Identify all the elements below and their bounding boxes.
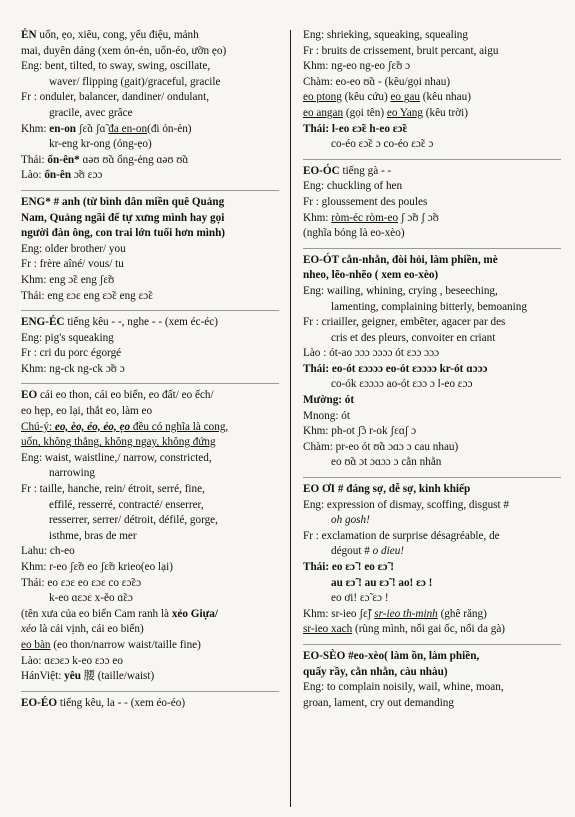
- entry-text: (nghĩa bóng là eo-xèo): [303, 227, 405, 240]
- entry-text: eo angan: [303, 106, 344, 119]
- entry-line: [21, 498, 279, 514]
- entry-text: tiếng gà - -: [339, 164, 392, 177]
- entry-line: [303, 226, 561, 242]
- entry-text: ɑəʊ ʊ̃ɑ ổng-ẻng ɑəʊ ʊ̃ɑ: [79, 153, 189, 166]
- entry-text: Lào : ót-ao ɔɔɔ ɔɔɔɔ ót ɛɔɔ ɔɔɔ: [303, 347, 440, 360]
- entry-text: EO ƠI: [303, 483, 336, 496]
- entry-text: dégout #: [331, 545, 373, 558]
- entry-text: Fr : criailler, geigner, embêter, agacer par des: [303, 316, 506, 329]
- dictionary-entry-eng-ec: [21, 310, 279, 377]
- entry-text: (kêu cứu): [341, 91, 391, 104]
- entry-line: [303, 576, 561, 592]
- entry-line: [21, 90, 279, 106]
- entry-text: EO-ÓT: [303, 253, 339, 266]
- entry-text: xẻo: [21, 623, 37, 636]
- entry-text: Mường: ót: [303, 394, 355, 407]
- entry-text: Thái:: [21, 153, 48, 166]
- entry-line: [303, 455, 561, 471]
- entry-text: eo gau: [390, 91, 420, 104]
- entry-text: Fr : onduler, balancer, dandiner/ ondulant,: [21, 91, 209, 104]
- entry-text: 腰 (taille/waist): [80, 670, 155, 683]
- entry-line: [21, 273, 279, 289]
- entry-text: ENG-ÉC: [21, 316, 65, 329]
- entry-line: [21, 106, 279, 122]
- entry-line: [303, 440, 561, 456]
- entry-line: [303, 362, 561, 378]
- entry-text: groan, lament, cry out demanding: [303, 696, 454, 709]
- entry-text: yêu: [64, 670, 81, 683]
- entry-text: # đáng sợ, dễ sợ, kinh khiếp: [335, 483, 471, 496]
- entry-line: [303, 90, 561, 106]
- entry-line: [303, 622, 561, 638]
- entry-text: au ɛɔ̃ ! au ɛɔ̃ ! ao! ɛɔ !: [331, 576, 433, 589]
- entry-text: kr-eng kr-ong (ỏng-ẹo): [49, 138, 152, 151]
- entry-text: (kêu nhau): [419, 91, 471, 104]
- entry-line: [21, 362, 279, 378]
- entry-text: k-eo ɑɛɔɛ x-ěo ɑ̃ɛɔ: [49, 592, 133, 605]
- entry-line: [21, 346, 279, 362]
- entry-text: (tên xưa của eo biển Cam ranh là: [21, 607, 172, 620]
- entry-line: [21, 669, 279, 685]
- dictionary-entry-eo-ot: [303, 248, 561, 471]
- entry-text: Thái: eo-ót ɛɔɔɔɔ eo-ót ɛɔɔɔɔ kr-ót ɑɔɔɔ: [303, 362, 488, 375]
- dictionary-entry-eo-oi: [303, 477, 561, 638]
- entry-text: eo, èo, éo, ẻo, ẹo: [54, 420, 131, 433]
- entry-line: [21, 622, 279, 638]
- entry-text: đa en-on: [108, 122, 148, 135]
- entry-line: [303, 106, 561, 122]
- right-column: [303, 28, 561, 809]
- entry-line: [303, 137, 561, 153]
- dictionary-entry-eng: [21, 190, 279, 304]
- entry-line: [303, 28, 561, 44]
- entry-line: [21, 696, 279, 712]
- entry-text: (rùng mình, nổi gai ốc, nổi da gà): [352, 623, 506, 636]
- entry-line: [21, 315, 279, 331]
- entry-line: [303, 253, 561, 269]
- entry-line: [303, 211, 561, 227]
- entry-text: ròm-éc ròm-eo: [331, 211, 399, 224]
- entry-text: Eng: expression of dismay, scoffing, disgust #: [303, 498, 510, 511]
- entry-line: [303, 498, 561, 514]
- entry-text: oh gosh!: [331, 514, 370, 527]
- entry-text: Eng: bent, tilted, to sway, swing, oscillate,: [21, 60, 211, 73]
- entry-line: [303, 393, 561, 409]
- entry-line: [303, 409, 561, 425]
- entry-line: [21, 466, 279, 482]
- entry-text: Chú-ý:: [21, 420, 55, 433]
- entry-text: Khm:: [21, 122, 50, 135]
- entry-line: [303, 122, 561, 138]
- entry-text: ʃ ɔ̃ʊ ʃ ɔ̃ʊ: [398, 211, 439, 224]
- dictionary-entry-en: [21, 28, 279, 184]
- entry-line: [303, 300, 561, 316]
- entry-text: cris et des pleurs, convoiter en criant: [331, 331, 496, 344]
- entry-line: [303, 315, 561, 331]
- entry-line: [303, 195, 561, 211]
- entry-text: lamenting, complaining bitterly, bemoaning: [331, 300, 527, 313]
- entry-line: [303, 529, 561, 545]
- entry-line: [21, 137, 279, 153]
- entry-line: [21, 195, 279, 211]
- entry-text: Khm: ph-ot ʃ̃ɔ r-ok ʃɛɑʃ ɔ: [303, 425, 417, 438]
- entry-text: eo Yang: [386, 106, 423, 119]
- entry-text: o dieu!: [372, 545, 405, 558]
- entry-text: EO-ÓC: [303, 164, 340, 177]
- entry-text: (kêu trời): [422, 106, 469, 119]
- dictionary-entry-eo-seo: [303, 644, 561, 711]
- entry-text: (đi ỏn-ẻn): [147, 122, 192, 135]
- entry-line: [21, 451, 279, 467]
- entry-text: là cái vịnh, cái eo biển): [36, 623, 144, 636]
- entry-line: [21, 44, 279, 60]
- entry-text: (ghê răng): [437, 607, 487, 620]
- entry-text: Thái: eng ɛɔɛ eng ɛɔ̃ɛ eng ɛɔ̃ɛ: [21, 289, 153, 302]
- entry-line: [303, 513, 561, 529]
- entry-text: resserrer, serrer/ détroit, défilé, gorge,: [49, 514, 218, 527]
- entry-line: [21, 513, 279, 529]
- entry-text: EO: [21, 389, 38, 402]
- entry-text: Eng: wailing, whining, crying , beseeching,: [303, 284, 498, 297]
- entry-line: [21, 638, 279, 654]
- entry-line: [21, 257, 279, 273]
- entry-text: Eng: chuckling of hen: [303, 180, 403, 193]
- entry-text: Thái: eo ɛɔɛ eo ɛɔɛ co ɛɔ̃ɛɔ: [21, 576, 142, 589]
- entry-text: người đàn ông, con trai lớn tuổi hơn mình): [21, 227, 226, 240]
- entry-text: eo ʊ̃ɑ ɔt ɔɑɔɔ ɔ cằn nhằn: [331, 456, 442, 469]
- entry-line: [303, 59, 561, 75]
- entry-text: #eo-xèo( làm ồn, làm phiền,: [345, 649, 480, 662]
- entry-text: Nam, Quảng ngãi để tự xưng mình hay gọi: [21, 211, 225, 224]
- entry-text: Khm: ng-eo ng-eo ʃɛ̃ʊ ɔ: [303, 60, 411, 73]
- entry-text: uốn, ẹo, xiêu, cong, yểu điệu, mảnh: [36, 29, 199, 41]
- entry-text: cằn-nhằn, đòi hỏi, làm phiền, mè: [338, 253, 498, 266]
- entry-text: Eng: older brother/ you: [21, 242, 126, 255]
- entry-line: [21, 482, 279, 498]
- entry-text: (gọi tên): [343, 106, 387, 119]
- entry-line: [21, 75, 279, 91]
- entry-text: Thái: l-eo ɛɔ̃ɛ h-eo ɛɔ̃ɛ: [303, 122, 408, 135]
- entry-line: [303, 331, 561, 347]
- entry-line: [21, 654, 279, 670]
- entry-text: (eo thon/narrow waist/taille fine): [50, 638, 201, 651]
- entry-text: nheo, lẽo-nhẽo ( xem eo-xèo): [303, 269, 439, 282]
- entry-text: waver/ flipping (gait)/graceful, gracile: [49, 75, 221, 88]
- entry-text: ẺN: [21, 29, 37, 41]
- entry-text: ʃɛ̃ɑ ʃɑ̃: [76, 122, 109, 135]
- entry-text: Khm: ng-ck ng-ck ɔ̃ʊ ɔ: [21, 362, 125, 375]
- entry-text: ổn-ên*: [47, 153, 80, 166]
- entry-text: EO-ÉO: [21, 696, 58, 709]
- entry-text: tiếng kêu - -, nghe - - (xem éc-éc): [64, 316, 218, 329]
- entry-line: [21, 153, 279, 169]
- entry-text: Eng: pig's squeaking: [21, 331, 114, 344]
- entry-line: [303, 696, 561, 712]
- column-divider: [290, 30, 291, 807]
- entry-text: narrowing: [49, 467, 95, 480]
- left-column: [21, 28, 279, 809]
- entry-line: [21, 591, 279, 607]
- entry-line: [21, 211, 279, 227]
- entry-text: Lào:: [21, 169, 45, 182]
- entry-text: Khm:: [303, 211, 332, 224]
- entry-text: Khm: r-eo ʃɛ̃ʊ eo ʃɛ̃ʊ krieo(eo lại): [21, 561, 173, 573]
- entry-text: Eng: shrieking, squeaking, squealing: [303, 29, 468, 41]
- entry-text: Khm: sr-ieo ʃɛ̃ʃ: [303, 607, 375, 620]
- entry-text: Fr : bruits de crissement, bruit percant, aigu: [303, 44, 499, 57]
- entry-text: Mnong: ót: [303, 409, 350, 422]
- entry-text: Chàm: eo-eo ʊ̃ɑ - (kêu/gọi nhau): [303, 75, 451, 88]
- entry-text: eo ptong: [303, 91, 342, 104]
- entry-line: [303, 665, 561, 681]
- entry-line: [21, 242, 279, 258]
- entry-line: [303, 346, 561, 362]
- entry-text: eo hẹp, eo lại, thắt eo, làm eo: [21, 405, 153, 418]
- entry-line: [303, 424, 561, 440]
- entry-text: Lahu: ch-eo: [21, 545, 75, 558]
- entry-line: [303, 680, 561, 696]
- entry-line: [303, 607, 561, 623]
- entry-line: [303, 377, 561, 393]
- entry-line: [303, 591, 561, 607]
- entry-text: eo ơi! ɛɔ̃ ɛɔ !: [331, 592, 389, 605]
- entry-text: uốn, không thẳng, không ngay, không đứng: [21, 436, 216, 449]
- entry-line: [303, 179, 561, 195]
- entry-text: cái eo thon, cái eo biển, eo đất/ eo ếch/: [37, 389, 214, 402]
- dictionary-entry-eo-eo-cont: [303, 28, 561, 153]
- entry-text: Khm: eng ɔ̃ɛ eng ʃɛ̃ʊ: [21, 273, 115, 286]
- entry-text: co-éo ɛɔ̃ɛ ɔ co-éo ɛɔ̃ɛ ɔ: [331, 138, 434, 151]
- entry-text: ENG* # anh (từ bình dân miền quê Quảng: [21, 195, 225, 208]
- entry-text: Lào: ɑɛɔɛɔ k-eo ɛɔɔ eo: [21, 654, 123, 667]
- entry-text: mai, duyên dáng (xem ỏn-ẻn, uốn-éo, ưỡn ẹo): [21, 44, 227, 57]
- entry-text: HánViệt:: [21, 670, 65, 683]
- entry-line: [21, 388, 279, 404]
- entry-line: [21, 122, 279, 138]
- entry-line: [21, 28, 279, 44]
- entry-text: Fr : gloussement des poules: [303, 195, 428, 208]
- entry-text: xẻo Giựa/: [171, 607, 219, 620]
- entry-line: [303, 560, 561, 576]
- entry-text: Fr : exclamation de surprise désagréable, de: [303, 529, 500, 542]
- entry-text: Chàm: pr-eo ót ʊ̃ɑ ɔɑɔ ɔ cau nhau): [303, 440, 459, 453]
- entry-text: en-on: [49, 122, 77, 135]
- entry-text: effilé, resserré, contracté/ enserrer,: [49, 498, 204, 511]
- entry-text: eo bàn: [21, 638, 51, 651]
- entry-text: gracile, avec grâce: [49, 106, 133, 119]
- dictionary-entry-eo-eo: [21, 691, 279, 712]
- entry-line: [21, 289, 279, 305]
- entry-text: tiếng kêu, la - - (xem éo-éo): [57, 696, 186, 709]
- entry-text: ɔ̃ʊ ɛɔɔ: [71, 169, 103, 182]
- entry-text: sr-ieo th-minh: [374, 607, 438, 620]
- entry-text: isthme, bras de mer: [49, 529, 137, 542]
- dictionary-entry-eo-oc: [303, 159, 561, 242]
- entry-line: [21, 226, 279, 242]
- entry-text: quấy rầy, cằn nhằn, càu nhàu): [303, 665, 448, 678]
- entry-text: Thái: eo ɛɔ̃ ! eo ɛɔ̃ !: [303, 561, 394, 573]
- entry-text: Fr : frère aîné/ vous/ tu: [21, 258, 124, 271]
- entry-line: [21, 435, 279, 451]
- entry-text: Fr : taille, hanche, rein/ étroit, serré, fine,: [21, 483, 205, 496]
- entry-text: Eng: waist, waistline,/ narrow, constricted,: [21, 451, 212, 464]
- entry-line: [303, 544, 561, 560]
- entry-line: [21, 529, 279, 545]
- entry-line: [21, 331, 279, 347]
- entry-line: [21, 168, 279, 184]
- entry-text: Eng: to complain noisily, wail, whine, moan,: [303, 681, 504, 694]
- entry-line: [303, 268, 561, 284]
- entry-line: [21, 404, 279, 420]
- entry-line: [303, 164, 561, 180]
- dictionary-entry-eo: [21, 383, 279, 684]
- entry-text: co-ók ɛɔɔɔɔ ao-ót ɛɔɔ ɔ l-eo ɛɔɔ: [331, 378, 473, 391]
- entry-line: [21, 576, 279, 592]
- entry-line: [303, 75, 561, 91]
- entry-line: [21, 544, 279, 560]
- entry-line: [21, 59, 279, 75]
- entry-text: Fr : cri du porc égorgé: [21, 347, 122, 360]
- entry-line: [303, 482, 561, 498]
- entry-line: [21, 560, 279, 576]
- entry-text: ổn-ên: [44, 169, 72, 182]
- entry-line: [303, 44, 561, 60]
- entry-line: [21, 420, 279, 436]
- entry-text: sr-ieo xach: [303, 623, 353, 636]
- entry-line: [21, 607, 279, 623]
- entry-text: đều có nghĩa là cong,: [130, 420, 229, 433]
- entry-line: [303, 284, 561, 300]
- entry-line: [303, 649, 561, 665]
- entry-text: EO-SÈO: [303, 649, 346, 662]
